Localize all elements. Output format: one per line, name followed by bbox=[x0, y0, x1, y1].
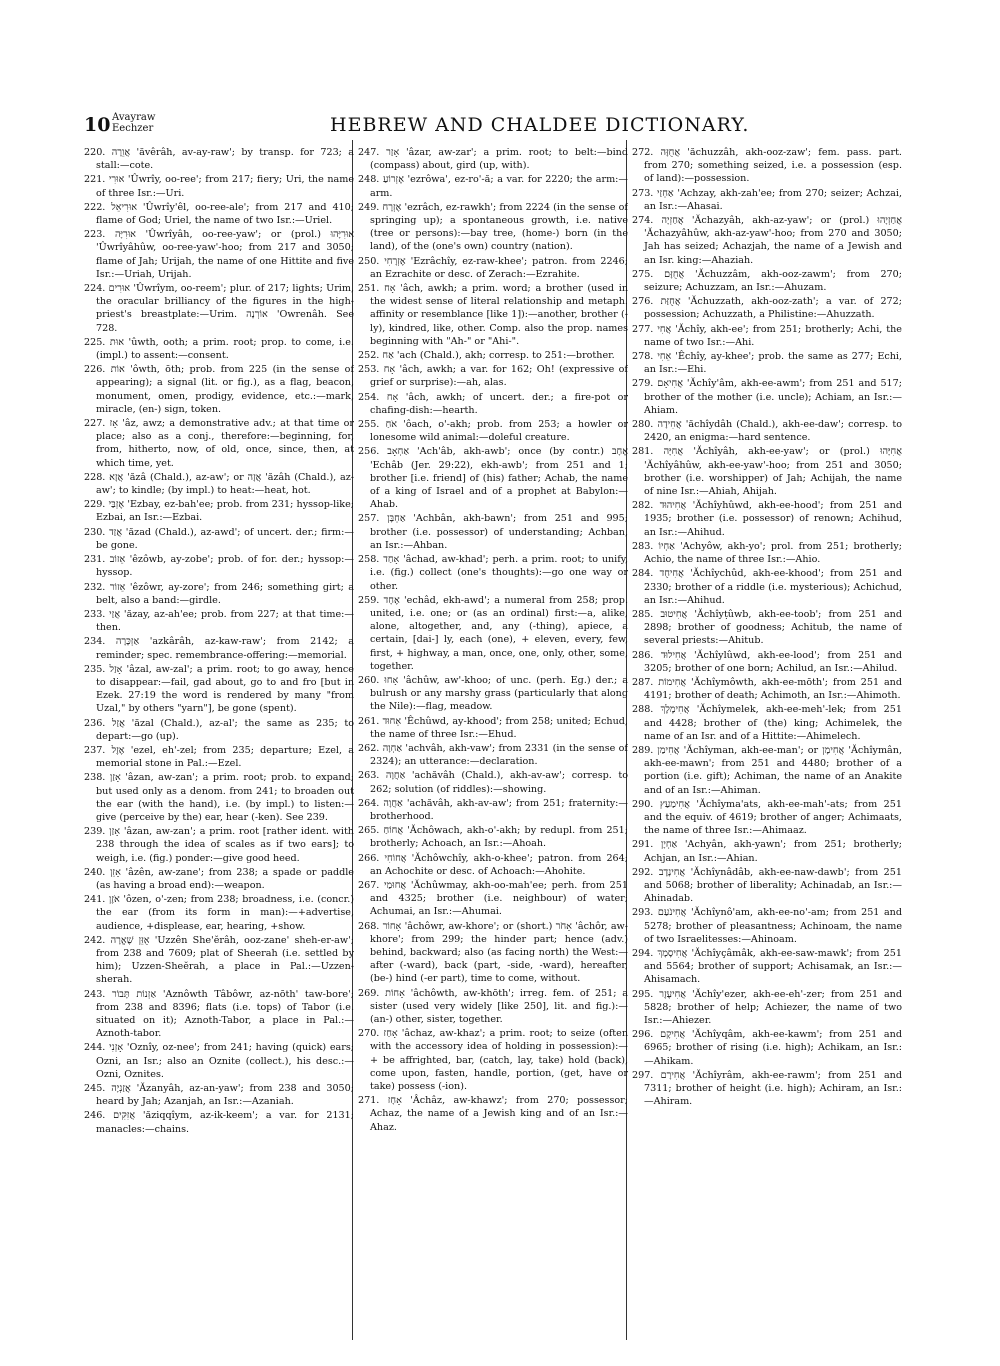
dictionary-entry: 293. אֲחִינֹעַם 'Ăchîynô'am, akh-ee-no'-am; from 251 and 5278; brother of pleasantness; Achinoam, the name of two Israelitesses:—Ahinoam. bbox=[632, 907, 902, 945]
dictionary-entry: 238. אָזַן 'âzan, aw-zan'; a prim. root; prob. to expand; but used only as a denom. from 241; to broaden out the ear (with the hand), i.e. (by impl.) to listen:—give (perceive by the) ear, hear (-ken). See 239. bbox=[84, 772, 354, 823]
dictionary-entry: 254. אָח 'âch, awkh; of uncert. der.; a fire-pot or chafing-dish:—hearth. bbox=[358, 391, 628, 416]
dictionary-entry: 229. אֶזְבַּי 'Ezbay, ez-bah'ee; prob. from 231; hyssop-like; Ezbai, an Isr.:—Ezbai. bbox=[84, 499, 354, 524]
dictionary-entry: 232. אֵזוֹר 'êzôwr, ay-zore'; from 246; something girt; a belt, also a band:—girdle. bbox=[84, 581, 354, 606]
dictionary-entry: 252. אַח 'ach (Chald.), akh; corresp. to 251:—brother. bbox=[358, 350, 615, 362]
dictionary-entry: 248. אֶזְרוֹעַ 'ezrôwa', ez-ro'-ă; a var. for 2220; the arm:—arm. bbox=[358, 174, 628, 199]
dictionary-entry: 295. אֲחִיעֶזֶר 'Ăchîy'ezer, akh-ee-eh'-zer; from 251 and 5828; brother of help; Achiezer, the name of two Isr.:—Ahiezer. bbox=[632, 988, 902, 1026]
dictionary-entry: 250. אֶזְרָחִי 'Ezrâchîy, ez-raw-khee'; patron. from 2246; an Ezrachite or desc. of Zerach:—Ezrahite. bbox=[358, 255, 628, 280]
dictionary-entry: 258. אָחַד 'âchad, aw-khad'; perh. a prim. root; to unify, i.e. (fig.) collect (one's thoughts):—go one way or other. bbox=[358, 554, 628, 592]
dictionary-entry: 259. אֶחָד 'echâd, ekh-awd'; a numeral from 258; prop. united, i.e. one; or (as an ordinal) first:—a, alike, alone, altogether, and, any (-thing), apiece, a certain, [dai-] ly, each (one), + eleven, every, few, first, + highway, a man, once, one, only, other, some, together. bbox=[358, 594, 628, 672]
dictionary-entry: 222. אוּרִיאֵל 'Ûwrîy'êl, oo-ree-ale'; from 217 and 410; flame of God; Uriel, the name of two Isr.:—Uriel. bbox=[84, 201, 354, 227]
dictionary-entry: 223. אוּרִיָּה 'Ûwrîyâh, oo-ree-yaw'; or (prol.) אוּרִיָּהוּ 'Ûwrîyâhûw, oo-ree-yaw'-hoo; from 217 and 3050; flame of Jah; Urijah, the name of one Hittite and five Isr.:—Uriah, Urijah. bbox=[84, 229, 354, 280]
dictionary-entry: 228. אֲזָא 'ăzâ (Chald.), az-aw'; or אֲזָה 'ăzâh (Chald.), az-aw'; to kindle; (by impl.) to heat:—heat, hot. bbox=[84, 471, 354, 497]
column-middle bbox=[358, 146, 628, 1352]
dictionary-entry: 221. אוּרִי 'Ûwrîy, oo-ree'; from 217; fiery; Uri, the name of three Isr.:—Uri. bbox=[84, 174, 354, 199]
dictionary-entry: 247. אָזַר 'âzar, aw-zar'; a prim. root; to belt:—bind (compass) about, gird (up, with). bbox=[358, 147, 628, 172]
dictionary-entry: 287. אֲחִימוֹת 'Ăchîymôwth, akh-ee-mōth'; from 251 and 4191; brother of death; Achimoth, an Isr.:—Ahimoth. bbox=[632, 676, 902, 702]
dictionary-entry: 243. אַזְנוֹת תָּבוֹר 'Aznôwth Tâbôwr, az-nōth' taw-bore'; from 238 and 8396; flats (i.e. tops) of Tabor (i.e. situated on it); Aznoth-Tabor, a place in Pal.:—Aznoth-tabor. bbox=[84, 988, 354, 1040]
dictionary-entry: 237. אֶזֶל 'ezel, eh'-zel; from 235; departure; Ezel, a memorial stone in Pal.:—Ezel. bbox=[84, 744, 354, 770]
guide-word-top: Avayraw bbox=[112, 112, 156, 123]
dictionary-entry: 273. אַחְזַי 'Achzay, akh-zah'ee; from 270; seizer; Achzai, an Isr.:—Ahasai. bbox=[632, 187, 902, 212]
dictionary-entry: 276. אֲחֻזַּת 'Ăchuzzath, akh-ooz-zath'; a var. of 272; possession; Achuzzath, a Philistine:—Ahuzzath. bbox=[632, 296, 902, 321]
dictionary-entry: 251. אָח 'âch, awkh; a prim. word; a brother (used in the widest sense of literal relationship and metaph. affinity or resemblance [like 1]):—another, brother (-ly), kindred, like, other. Comp. also the prop. names beginning with "Ah-" or "Ahi-". bbox=[358, 283, 628, 347]
dictionary-entry: 246. אֲזִקִּים 'ăziqqîym, az-ik-keem'; a var. for 2131; manacles:—chains. bbox=[84, 1110, 354, 1135]
dictionary-entry: 290. אֲחִימַעַץ 'Ăchîyma'ats, akh-ee-mah'-ats; from 251 and the equiv. of 4619; brother of anger; Achimaats, the name of three Isr.:—Ahimaaz. bbox=[632, 798, 902, 837]
dictionary-entry: 261. אֵחוּד 'Êchûwd, ay-khood'; from 258; united; Echud, the name of three Isr.:—Ehud. bbox=[358, 715, 628, 740]
dictionary-entry: 277. אֲחִי 'Ăchîy, akh-ee'; from 251; brotherly; Achi, the name of two Isr.:—Ahi. bbox=[632, 323, 902, 348]
dictionary-entry: 236. אֲזַל 'ăzal (Chald.), az-al'; the same as 235; to depart:—go (up). bbox=[84, 717, 354, 742]
column-right bbox=[632, 146, 902, 1352]
dictionary-entry: 233. אֲזַי 'ăzay, az-ah'ee; prob. from 227; at that time:—then. bbox=[84, 608, 354, 634]
dictionary-entry: 271. אָחָז 'Âchâz, aw-khawz'; from 270; possessor; Achaz, the name of a Jewish king and of an Isr.:—Ahaz. bbox=[358, 1095, 628, 1133]
dictionary-entry: 294. אֲחִיסָמָךְ 'Ăchîyçâmâk, akh-ee-saw-mawk'; from 251 and 5564; brother of support; Achisamak, an Isr.:—Ahisamach. bbox=[632, 947, 902, 986]
dictionary-entry: 230. אֲזַד 'ăzad (Chald.), az-awd'; of uncert. der.; firm:—be gone. bbox=[84, 526, 354, 551]
dictionary-entry: 265. אֲחוֹחַ 'Ăchôwach, akh-o'-akh; by redupl. from 251; brotherly; Achoach, an Isr.:—Ahoah. bbox=[358, 825, 628, 850]
dictionary-entry: 292. אֲחִינָדָב 'Ăchîynâdâb, akh-ee-naw-dawb'; from 251 and 5068; brother of liberality; Achinadab, an Isr.:—Ahinadab. bbox=[632, 866, 902, 905]
dictionary-entry: 280. אֲחִידָה 'ăchîydâh (Chald.), akh-ee-daw'; corresp. to 2420, an enigma:—hard sentence. bbox=[632, 419, 902, 444]
dictionary-entry: 240. אָזֵן 'âzên, aw-zane'; from 238; a spade or paddle (as having a broad end):—weapon. bbox=[84, 866, 354, 891]
dictionary-entry: 275. אֲחֻזָּם 'Ăchuzzâm, akh-ooz-zawm'; from 270; seizure; Achuzzam, an Isr.:—Ahuzam. bbox=[632, 268, 902, 294]
dictionary-entry: 279. אֲחִיאָם 'Ăchîy'âm, akh-ee-awm'; from 251 and 517; brother of the mother (i.e. uncle); Achiam, an Isr.:—Ahiam. bbox=[632, 378, 902, 416]
dictionary-entry: 278. אֵחִי 'Êchîy, ay-khee'; prob. the same as 277; Echi, an Isr.:—Ehi. bbox=[632, 351, 902, 376]
dictionary-entry: 272. אֲחֻזָּה 'ăchuzzâh, akh-ooz-zaw'; fem. pass. part. from 270; something seized, i.e. a possession (esp. of land):—possession. bbox=[632, 147, 902, 185]
dictionary-entry: 253. אָח 'âch, awkh; a var. for 162; Oh! (expressive of grief or surprise):—ah, alas. bbox=[358, 364, 628, 389]
dictionary-entry: 239. אָזַן 'âzan, aw-zan'; a prim. root [rather ident. with 238 through the idea of scales as if two ears]; to weigh, i.e. (fig.) ponder:—give good heed. bbox=[84, 826, 354, 864]
dictionary-entry: 297. אֲחִירָם 'Ăchîyrâm, akh-ee-rawm'; from 251 and 7311; brother of height (i.e. high); Achiram, an Isr.:—Ahiram. bbox=[632, 1069, 902, 1108]
dictionary-entry: 283. אַחְיוֹ 'Achyôw, akh-yo'; prol. from 251; brotherly; Achio, the name of three Isr.:—Ahio. bbox=[632, 540, 902, 566]
dictionary-entry: 266. אֲחוֹחִי 'Ăchôwchîy, akh-o-khee'; patron. from 264; an Achochite or desc. of Achoach:—Ahohite. bbox=[358, 852, 628, 877]
dictionary-entry: 224. אוּרִים 'Ûwrîym, oo-reem'; plur. of 217; lights; Urim, the oracular brilliancy of the figures in the high-priest's breastplate:—Urim. אוֹרְנָה 'Owrenâh. See 728. bbox=[84, 283, 354, 334]
dictionary-entry: 263. אַחֲוָה 'achăvâh (Chald.), akh-av-aw'; corresp. to 262; solution (of riddles):—showing. bbox=[358, 770, 628, 795]
dictionary-entry: 226. אוֹת 'ôwth, ōth; prob. from 225 (in the sense of appearing); a signal (lit. or fig.), as a flag, beacon, monument, omen, prodigy, evidence, etc.:—mark, miracle, (en-) sign, token. bbox=[84, 364, 354, 415]
dictionary-entry: 260. אָחוּ 'âchûw, aw'-khoo; of unc. (perh. Eg.) der.; a bulrush or any marshy grass (particularly that along the Nile):—flag, meadow. bbox=[358, 674, 628, 713]
page-number: 10 bbox=[84, 114, 111, 136]
dictionary-entry: 268. אָחוֹר 'âchôwr, aw-khore'; or (short.) אָחֹר 'âchôr, aw-khore'; from 299; the hinder part; hence (adv.) behind, backward; also (as facing north) the West:—after (-ward), back (part, -side, -ward), hereafter, (be-) hind (-er part), time to come, without. bbox=[358, 920, 628, 985]
guide-words bbox=[112, 112, 155, 134]
dictionary-entry: 256. אַחְאָב 'Ach'âb, akh-awb'; once (by contr.) אֶחָב 'Echâb (Jer. 29:22), ekh-awb'; from 251 and 1; brother [i.e. friend] of (his) father; Achab, the name of a king of Israel and of a prophet at Babylon:—Ahab. bbox=[358, 446, 628, 511]
dictionary-entry: 255. אֹחַ 'ôach, o'-akh; prob. from 253; a howler or lonesome wild animal:—doleful creature. bbox=[358, 419, 628, 444]
dictionary-entry: 262. אַחְוָה 'achvâh, akh-vaw'; from 2331 (in the sense of 2324); an utterance:—declaration. bbox=[358, 742, 628, 768]
dictionary-entry: 257. אַחְבָּן 'Achbân, akh-bawn'; from 251 and 995; brother (i.e. possessor) of understanding; Achban, an Isr.:—Ahban. bbox=[358, 513, 628, 551]
dictionary-entry: 282. אֲחִיהוּד 'Ăchîyhûwd, akh-ee-hood'; from 251 and 1935; brother (i.e. possessor) of renown; Achihud, an Isr.:—Ahihud. bbox=[632, 500, 902, 538]
dictionary-entry: 274. אֲחַזְיָה 'Ăchazyâh, akh-az-yaw'; or (prol.) אֲחַזְיָהוּ 'Ăchazyâhûw, akh-az-yaw'-hoo; from 270 and 3050; Jah has seized; Achazjah, the name of a Jewish and an Isr. king:—Ahaziah. bbox=[632, 215, 902, 266]
dictionary-entry: 267. אֲחוּמַי 'Ăchûwmay, akh-oo-mah'ee; perh. from 251 and 4325; brother (i.e. neighbour) of water; Achumai, an Isr.:—Ahumai. bbox=[358, 879, 628, 918]
page-title: HEBREW AND CHALDEE DICTIONARY. bbox=[330, 114, 750, 136]
dictionary-entry: 231. אֵזוֹב 'êzôwb, ay-zobe'; prob. of for. der.; hyssop:—hyssop. bbox=[84, 554, 354, 579]
dictionary-entry: 270. אָחַז 'âchaz, aw-khaz'; a prim. root; to seize (often with the accessory idea of holding in possession):— + be affrighted, bar, (catch, lay, take) hold (back), come upon, fasten, handle, portion, (get, have or take) possess (-ion). bbox=[358, 1028, 628, 1093]
dictionary-entry: 289. אֲחִימַן 'Ăchîyman, akh-ee-man'; or אֲחִימָן 'Ăchîymân, akh-ee-mawn'; from 251 and 4480; brother of a portion (i.e. gift); Achiman, the name of an Anakite and of an Isr.:—Ahiman. bbox=[632, 744, 902, 796]
dictionary-entry: 234. אַזְכָּרָה 'azkârâh, az-kaw-raw'; from 2142; a reminder; spec. remembrance-offering:—memorial. bbox=[84, 636, 354, 661]
dictionary-entry: 281. אֲחִיָּה 'Ăchîyâh, akh-ee-yaw'; or (prol.) אֲחִיָּהוּ 'Ăchîyâhûw, akh-ee-yaw'-hoo; from 251 and 3050; brother (i.e. worshipper) of Jah; Achijah, the name of nine Isr.:—Ahiah, Ahijah. bbox=[632, 446, 902, 498]
dictionary-entry: 291. אַחְיָן 'Achyân, akh-yawn'; from 251; brotherly; Achjan, an Isr.:—Ahian. bbox=[632, 839, 902, 864]
dictionary-entry: 241. אֹזֶן 'ôzen, o'-zen; from 238; broadness, i.e. (concr.) the ear (from its form in man):—+advertise, audience, +displease, ear, hearing, +show. bbox=[84, 894, 354, 932]
dictionary-entry: 220. אֲוֵרָה 'ăvêrâh, av-ay-raw'; by transp. for 723; a stall:—cote. bbox=[84, 147, 354, 172]
dictionary-entry: 288. אֲחִימֶלֶךְ 'Ăchîymelek, akh-ee-meh'-lek; from 251 and 4428; brother of (the) king; Achimelek, the name of an Isr. and of a Hittite:—Ahimelech. bbox=[632, 704, 902, 742]
dictionary-entry: 269. אָחוֹת 'âchôwth, aw-khōth'; irreg. fem. of 251; a sister (used very widely [like 250], lit. and fig.):—(an-) other, sister, together. bbox=[358, 987, 628, 1025]
dictionary-entry: 249. אֶזְרָח 'ezrâch, ez-rawkh'; from 2224 (in the sense of springing up); a spontaneous growth, i.e. native (tree or persons):—bay tree, (home-) born (in the land), of the (one's own) country (nation). bbox=[358, 201, 628, 253]
column-left bbox=[84, 146, 354, 1352]
dictionary-entry: 264. אַחֲוָה 'achăvâh, akh-av-aw'; from 251; fraternity:—brotherhood. bbox=[358, 797, 628, 822]
guide-word-bottom: Eechzer bbox=[112, 123, 154, 134]
dictionary-entry: 245. אֲזַנְיָה 'Ăzanyâh, az-an-yaw'; from 238 and 3050; heard by Jah; Azanjah, an Isr.:—Azaniah. bbox=[84, 1083, 354, 1108]
dictionary-entry: 244. אָזְנִי 'Oznîy, oz-nee'; from 241; having (quick) ears; Ozni, an Isr.; also an Oznite (collect.), his desc.:—Ozni, Oznites. bbox=[84, 1042, 354, 1080]
dictionary-entry: 227. אָז 'âz, awz; a demonstrative adv.; at that time or place; also as a conj., therefore:—beginning, for, from, hitherto, now, of old, once, since, then, at which time, yet. bbox=[84, 418, 354, 469]
dictionary-entry: 296. אֲחִיקָם 'Ăchîyqâm, akh-ee-kawm'; from 251 and 6965; brother of rising (i.e. high); Achikam, an Isr.:—Ahikam. bbox=[632, 1029, 902, 1067]
dictionary-entry: 286. אֲחִילוּד 'Ăchîylûwd, akh-ee-lood'; from 251 and 3205; brother of one born; Achilud, an Isr.:—Ahilud. bbox=[632, 649, 902, 674]
dictionary-entry: 284. אֲחִיחֻד 'Ăchîychûd, akh-ee-khood'; from 251 and 2330; brother of a riddle (i.e. mysterious); Achichud, an Isr.:—Ahihud. bbox=[632, 568, 902, 606]
dictionary-entry: 242. אֻזֵּן שֶׁאֱרָה 'Uzzên She'ĕrâh, ooz-zane' sheh-er-aw'; from 238 and 7609; plat of Sheerah (i.e. settled by him); Uzzen-Sheĕrah, a place in Pal.:—Uzzen-sherah. bbox=[84, 934, 354, 986]
dictionary-entry: 225. אוּת 'ûwth, ooth; a prim. root; prop. to come, i.e. (impl.) to assent:—consent. bbox=[84, 336, 354, 362]
dictionary-entry: 285. אֲחִיטוּב 'Ăchîyṭûwb, akh-ee-toob'; from 251 and 2898; brother of goodness; Achitub, the name of several priests:—Ahitub. bbox=[632, 608, 902, 647]
dictionary-entry: 235. אָזַל 'âzal, aw-zal'; a prim. root; to go away, hence to disappear:—fail, gad about, go to and fro [but in Ezek. 27:19 the word is rendered by many "from Uzal," by others "yarn"], be gone (spent). bbox=[84, 663, 354, 715]
